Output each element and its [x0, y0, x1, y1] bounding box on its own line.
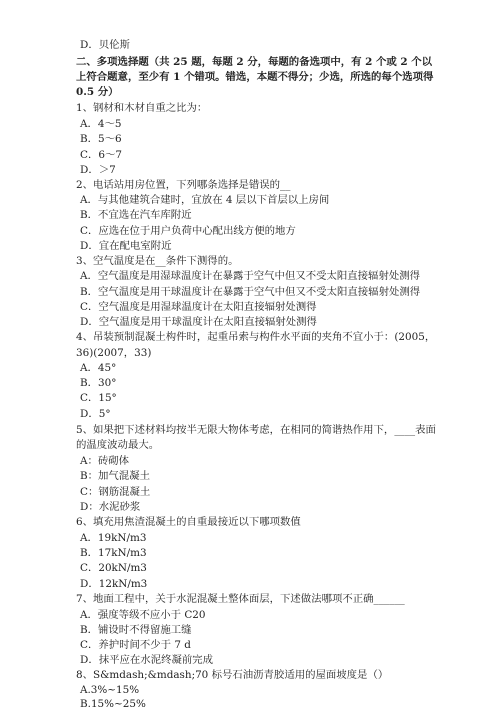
question-text: 8、S&mdash;&mdash;70 标号石油沥青胶适用的屋面坡度是（）	[76, 669, 389, 681]
question-option: D．＞7	[80, 164, 116, 176]
question-option: A．空气温度是用湿球温度计在暴露于空气中但又不受太阳直接辐射处测得	[80, 270, 421, 282]
question-option: A．45°	[80, 362, 117, 374]
question-option: C：钢筋混凝土	[80, 486, 151, 498]
question-option: C．空气温度是用湿球温度计在太阳直接辐射处测得	[80, 301, 317, 313]
question-option: C．20kN/m3	[80, 562, 147, 574]
question-option: C．养护时间不少于 7 d	[80, 639, 191, 651]
question-option: A．与其他建筑合建时，宜放在 4 层以下首层以上房间	[80, 194, 330, 206]
question-option: B．铺设时不得留施工缝	[80, 624, 192, 636]
question-option: B：加气混凝土	[80, 470, 150, 482]
question-option: D．抹平应在水泥终凝前完成	[80, 654, 214, 666]
question-text: 5、如果把下述材料均按半无限大物体考虑，在相同的简谐热作用下，____表面	[76, 424, 436, 436]
question-text: 4、吊装预制混凝土构件时，起重吊索与构件水平面的夹角不宜小于：(2005，	[76, 331, 436, 343]
question-option: D．贝伦斯	[80, 39, 130, 51]
question-text: 的温度波动最大。	[76, 439, 160, 451]
question-option: A．强度等级不应小于 C20	[80, 609, 206, 621]
question-option: D．5°	[80, 408, 111, 420]
question-option: D．12kN/m3	[80, 578, 148, 590]
question-option: C．6～7	[80, 149, 122, 161]
question-text: 36)(2007，33)	[76, 347, 152, 359]
question-option: B．30°	[80, 377, 117, 389]
question-option: B．空气温度是用干球温度计在暴露于空气中但又不受太阳直接辐射处测得	[80, 286, 421, 298]
question-text: 7、地面工程中，关于水泥混凝土整体面层，下述做法哪项不正确______	[76, 593, 405, 605]
question-text: 3、空气温度是在__条件下测得的。	[76, 255, 239, 267]
question-option: A．19kN/m3	[80, 532, 147, 544]
question-option: D．宜在配电室附近	[80, 240, 172, 252]
question-option: D：水泥砂浆	[80, 501, 141, 513]
question-text: 6、填充用焦渣混凝土的自重最接近以下哪项数值	[76, 516, 301, 528]
question-option: A：砖砌体	[80, 455, 130, 467]
question-option: B.15%~25%	[80, 698, 146, 710]
question-option: C．应选在位于用户负荷中心配出线方便的地方	[80, 225, 296, 237]
question-option: B．17kN/m3	[80, 547, 147, 559]
question-option: B．不宜选在汽车库附近	[80, 209, 192, 221]
question-text: 1、钢材和木材自重之比为：	[76, 102, 208, 114]
question-option: C．15°	[80, 392, 117, 404]
section-heading: 二、多项选择题（共 25 题，每题 2 分，每题的备选项中，有 2 个或 2 个以	[76, 56, 433, 68]
question-option: D．空气温度是用干球温度计在太阳直接辐射处测得	[80, 316, 317, 328]
section-heading: 上符合题意，至少有 1 个错项。错选，本题不得分；少选，所选的每个选项得	[76, 71, 434, 83]
question-option: A.3%~15%	[80, 684, 140, 696]
question-option: A．4～5	[80, 118, 122, 130]
question-option: B．5～6	[80, 133, 122, 145]
section-heading: 0.5 分）	[76, 86, 119, 98]
question-text: 2、电话站用房位置，下列哪条选择是错误的__	[76, 179, 291, 191]
